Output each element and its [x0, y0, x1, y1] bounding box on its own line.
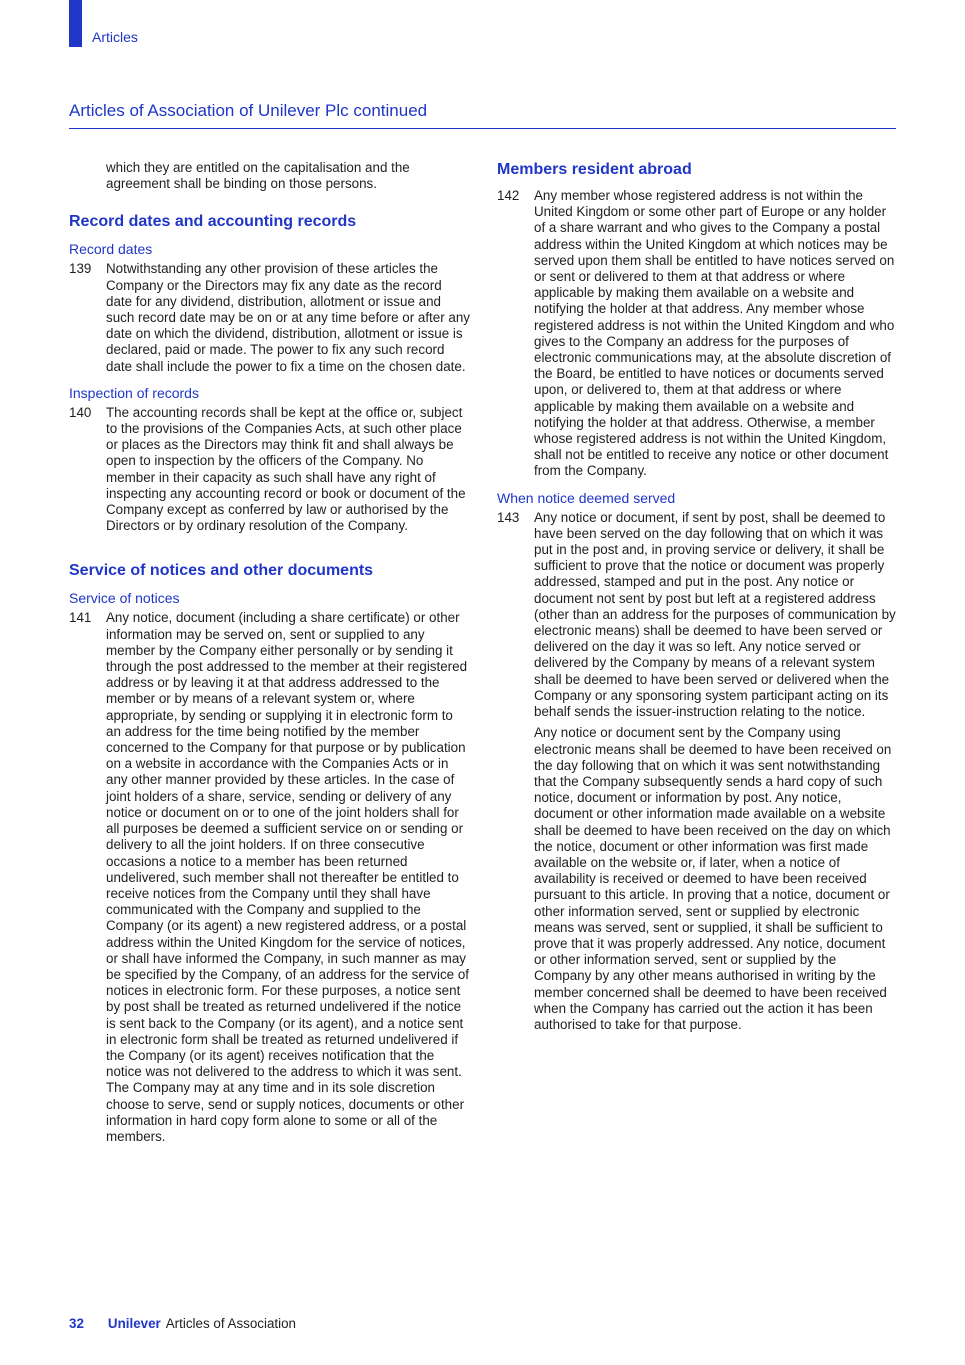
article-text-continued: Any notice or document sent by the Company using electronic means shall be deemed to have been received on the day following that on which it was sent notwithstanding that the Company subsequently sends a hard copy of such notice, document or information by post. Any notice, document or other information made available on a website shall be deemed to have been received on the day on which the notice, document or other information was first made available on the website or, if later, when a notice of availability is received or deemed to have been received pursuant to this article. In proving that a notice, document or other information served, sent or supplied by electronic means was served, sent or supplied, it shall be sufficient to prove that it was properly addressed. Any notice, document or other information served, sent or supplied by the Company by any other means authorised in writing by the member concerned shall be deemed to have been received when the Company has carried out the action it has been authorised to take for that purpose.: [534, 725, 892, 1032]
heading-record-dates: Record dates and accounting records: [69, 213, 357, 231]
article-number: 141: [69, 610, 92, 626]
article-140: [69, 405, 471, 535]
heading-members-abroad: Members resident abroad: [497, 161, 692, 178]
article-text: Any notice or document, if sent by post, shall be deemed to have been served on the day following that on which it was put in the post and, in proving service or delivery, it shall be sufficient to prove that the notice or document was properly addressed, stamped and put in the post. Any notice or document not sent by post but left at a registered address (other than an address for the purposes of communication by electronic means) shall be deemed to have been served or delivered on the day it was so left. Any notice served or delivered by the Company by means of a relevant system shall be deemed to have been served or delivered when the Company or any sponsoring system participant acting on its behalf sends the issuer-instruction relating to the notice.: [534, 509, 896, 720]
right-column: [497, 160, 897, 1042]
article-text: Any notice, document (including a share certificate) or other information may be served on, sent or supplied to any member by the Company either personally or by sending it through the post addressed to the member at their registered address or by leaving it at that address addressed to the member or by means of a relevant system or, where appropriate, by sending or supplying it in electronic form to an address for the time being notified by the member concerned to the Company for that purpose or by publication on a website in accordance with the Companies Acts or in any other manner provided by these articles. In the case of joint holders of a share, service, sending or delivery of any notice or document on or to one of the joint holders shall for all purposes be deemed a sufficient service on or sending or delivery to all the joint holders. If on three consecutive occasions a notice to a member has been returned undelivered, such member shall not thereafter be entitled to receive notices from the Company until they shall have communicated with the Company and supplied to the Company (or its agent) a new registered address, or a postal address within the United Kingdom for the service of notices, or shall have informed the Company, in such manner as may be specified by the Company, of an address for the service of notices in electronic form. For these purposes, a notice sent by post shall be treated as returned undelivered if the notice is sent back to the Company (or its agent), and a notice sent in electronic form shall be treated as returned undelivered if the Company (or its agent) receives notification that the notice was not delivered to the address to which it was sent. The Company may at any time and in its sole discretion choose to serve, send or supply notices, documents or other information in hard copy form alone to some or all of the members.: [106, 610, 469, 1144]
left-column: [69, 160, 471, 1154]
article-text: Notwithstanding any other provision of these articles the Company or the Directors may fix any date as the record date for any dividend, distribution, allotment or issue and such record date may be on or at any time before or after any date on which the dividend, distribution, allotment or issue is declared, paid or made. The power to fix any such record date shall include the power to fix a time on the chosen date.: [106, 261, 470, 374]
article-number: 142: [497, 188, 520, 203]
article-139: [69, 261, 471, 374]
document-name: Articles of Association: [165, 1316, 296, 1331]
page-title: Articles of Association of Unilever Plc continued: [69, 101, 428, 120]
page-footer: [69, 1316, 296, 1331]
subheading-deemed-served: When notice deemed served: [497, 489, 676, 506]
article-143: [497, 510, 897, 1034]
article-number: 139: [69, 261, 92, 277]
article-142: [497, 188, 897, 480]
header-divider: [69, 128, 896, 129]
subheading-service: Service of notices: [69, 590, 180, 607]
article-text: The accounting records shall be kept at the office or, subject to the provisions of the Companies Acts, at such other place or places as the Directors may think fit and shall always be open to inspection by the officers of the Company. No member in their capacity as such shall have any right of inspecting any accounting record or book or document of the Company except as conferred by law or authorised by the Directors or by ordinary resolution of the Company.: [106, 404, 466, 534]
page-number: 32: [69, 1316, 84, 1331]
brand-name: Unilever: [107, 1316, 161, 1331]
section-tab-marker: [69, 0, 82, 47]
section-tag[interactable]: Articles: [92, 29, 138, 45]
heading-service-of-notices: Service of notices and other documents: [69, 562, 374, 580]
article-number: 140: [69, 404, 92, 420]
continued-paragraph: which they are entitled on the capitalisation and the agreement shall be binding on those persons.: [106, 160, 410, 192]
article-text: Any member whose registered address is not within the United Kingdom or some other part of Europe or any holder of a share warrant and who gives to the Company a postal address within the United Kingdom at which notices may be served upon them shall be entitled to have notices served on or sent or delivered to them at that address or where applicable by making them available on a website and notifying the holder at that address. Any member whose registered address is not within the United Kingdom and who gives to the Company an address for the purposes of electronic communications may, at the absolute discretion of the Board, be entitled to have notices or documents served upon, or delivered to, them at that address or where applicable by making them available on a website and notifying the holder at that address. Otherwise, a member whose registered address is not within the United Kingdom, shall not be entitled to receive any notice or other document from the Company.: [534, 188, 895, 479]
subheading-record-dates: Record dates: [69, 241, 153, 258]
article-141: [69, 610, 471, 1145]
subheading-inspection: Inspection of records: [69, 384, 199, 401]
article-number: 143: [497, 509, 520, 525]
